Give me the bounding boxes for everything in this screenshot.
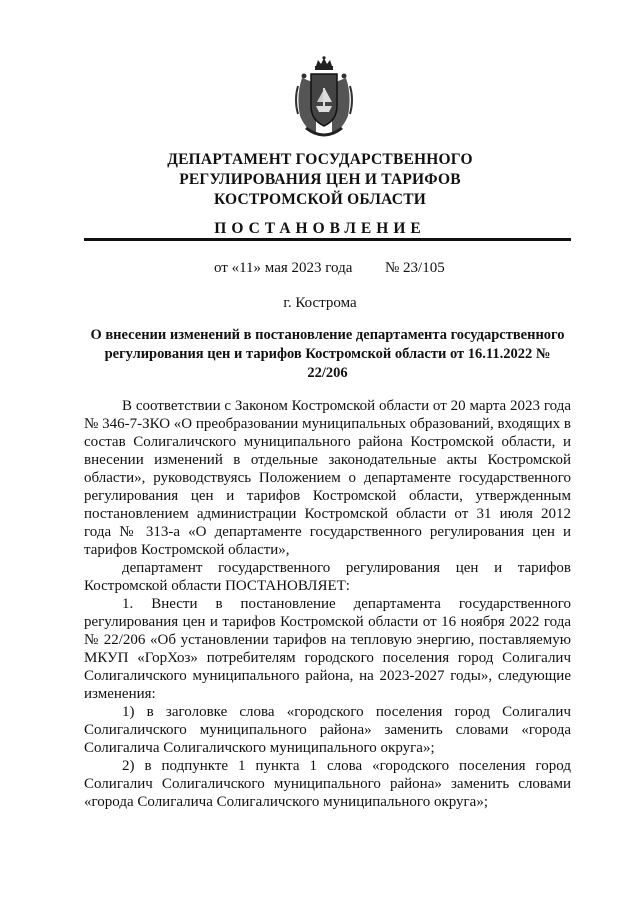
department-line: ДЕПАРТАМЕНТ ГОСУДАРСТВЕННОГО [167, 151, 473, 168]
document-type-heading: ПОСТАНОВЛЕНИЕ [214, 220, 426, 237]
document-title: О внесении изменений в постановление департамента государственного регулирования цен и тарифов Костромской области от 16.11.2022 № 22/206 [90, 327, 565, 381]
document-city: г. Кострома [283, 295, 357, 311]
body-paragraph: 2) в подпункте 1 пункта 1 слова «городского поселения город Солигалич Солигаличского муниципального района» заменить словами «города Солигалича Солигаличского муниципального округа»; [84, 758, 571, 810]
header-divider [84, 238, 571, 241]
body-paragraph: 1) в заголовке слова «городского поселения город Солигалич Солигаличского муниципального района» заменить словами «города Солигалича Солигаличского муниципального округа»; [84, 704, 571, 756]
department-line: КОСТРОМСКОЙ ОБЛАСТИ [213, 191, 426, 208]
document-date: от «11» мая 2023 года [214, 260, 353, 276]
document-number: № 23/105 [385, 260, 445, 276]
department-name [60, 150, 580, 210]
department-line: РЕГУЛИРОВАНИЯ ЦЕН И ТАРИФОВ [179, 171, 461, 188]
body-paragraph: департамент государственного регулирования цен и тарифов Костромской области ПОСТАНОВЛЯЕТ: [84, 560, 571, 594]
coat-of-arms-icon [292, 56, 356, 140]
body-paragraph: В соответствии с Законом Костромской области от 20 марта 2023 года № 346-7-ЗКО «О преобразовании муниципальных образований, входящих в состав Солигаличского муниципального района Костромской области, и внесении изменений в отдельные законодательные акты Костромской области», руководствуясь Положением о департаменте государственного регулирования цен и тарифов Костромской области, утвержденным постановлением администрации Костромской области от 31 июля 2012 года № 313-а «О департаменте государственного регулирования цен и тарифов Костромской области», [84, 398, 571, 558]
document-body [84, 397, 571, 811]
body-paragraph: 1. Внести в постановление департамента государственного регулирования цен и тарифов Костромской области от 16 ноября 2022 года № 22/206 «Об установлении тарифов на тепловую энергию, поставляемую МКУП «ГорХоз» потребителям городского поселения город Солигалич Солигаличского муниципального района, на 2023-2027 годы», следующие изменения: [84, 596, 571, 702]
